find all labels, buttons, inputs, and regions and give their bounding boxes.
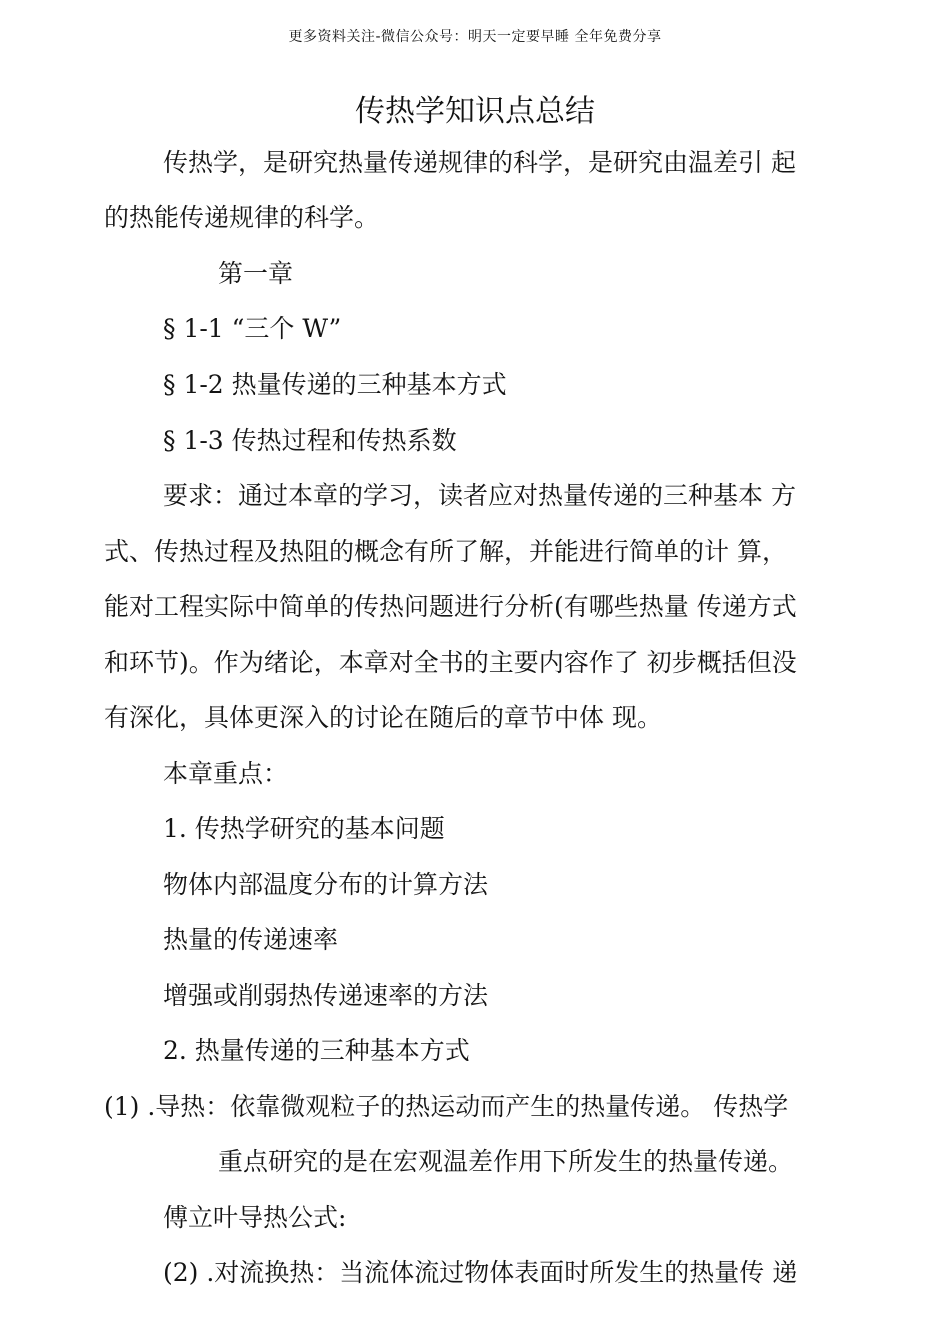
point2-heading: 2. 热量传递的三种基本方式 <box>163 1036 470 1065</box>
chapter-heading: 第一章 <box>218 259 294 288</box>
point1-item: 物体内部温度分布的计算方法 <box>163 870 489 899</box>
conduction-line-1: (1) .导热：依靠微观粒子的热运动而产生的热量传递。 传热学 <box>104 1092 789 1121</box>
section-1-1: § 1-1 “三个 W” <box>163 314 342 343</box>
requirement-line-1: 要求：通过本章的学习，读者应对热量传递的三种基本 方 <box>163 481 796 510</box>
convection-line: (2) .对流换热：当流体流过物体表面时所发生的热量传 递 <box>163 1258 798 1287</box>
header-banner: 更多资料关注-微信公众号：明天一定要早睡 全年免费分享 <box>288 29 662 45</box>
intro-line-1: 传热学，是研究热量传递规律的科学，是研究由温差引 起 <box>163 148 796 177</box>
point1-heading: 1. 传热学研究的基本问题 <box>163 814 445 843</box>
section-1-3: § 1-3 传热过程和传热系数 <box>163 426 457 455</box>
requirement-line-4: 和环节)。作为绪论，本章对全书的主要内容作了 初步概括但没 <box>104 648 797 677</box>
conduction-line-2: 重点研究的是在宏观温差作用下所发生的热量传递。 <box>218 1147 794 1176</box>
intro-line-2: 的热能传递规律的科学。 <box>104 203 380 232</box>
point1-item: 增强或削弱热传递速率的方法 <box>163 981 489 1010</box>
fourier-formula-label: 傅立叶导热公式: <box>163 1203 347 1232</box>
point1-item: 热量的传递速率 <box>163 925 339 954</box>
requirement-line-2: 式、传热过程及热阻的概念有所了解，并能进行简单的计 算， <box>104 537 787 566</box>
requirement-line-3: 能对工程实际中简单的传热问题进行分析(有哪些热量 传递方式 <box>104 592 797 621</box>
document-title: 传热学知识点总结 <box>355 94 595 129</box>
key-points-heading: 本章重点： <box>163 759 289 788</box>
requirement-line-5: 有深化，具体更深入的讨论在随后的章节中体 现。 <box>104 703 662 732</box>
section-1-2: § 1-2 热量传递的三种基本方式 <box>163 370 507 399</box>
